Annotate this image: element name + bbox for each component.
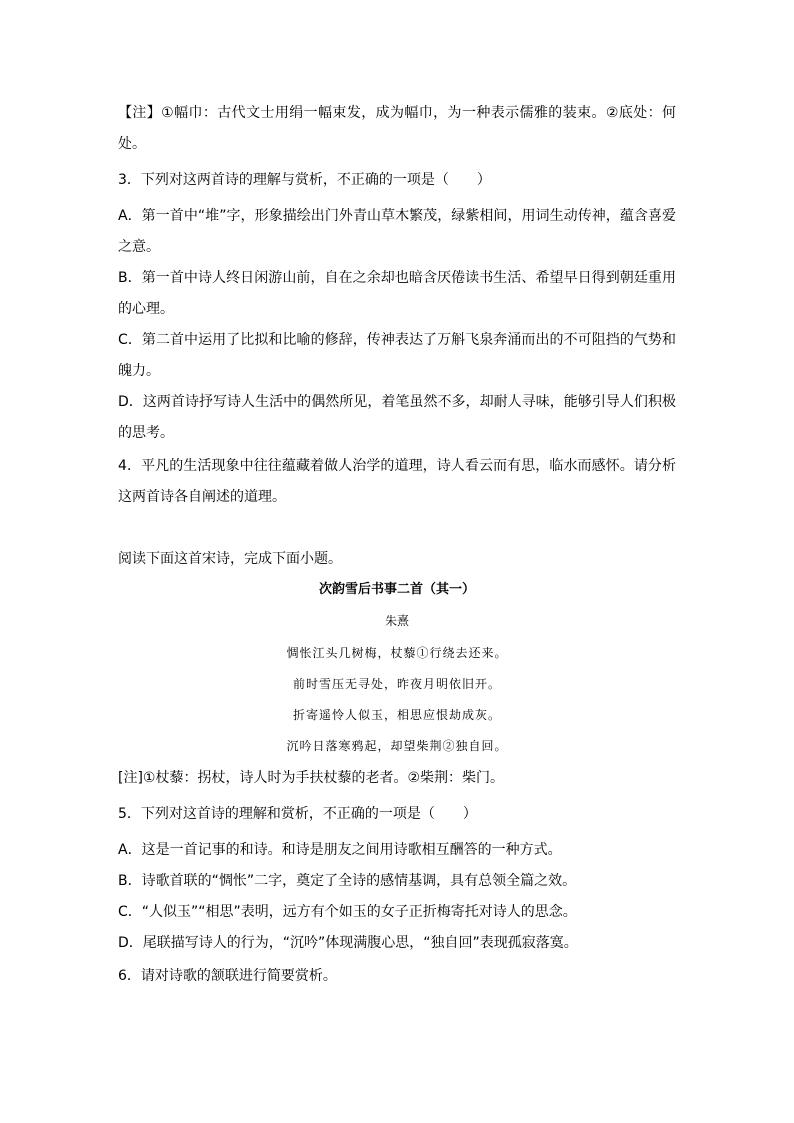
question-3-option-d: D．这两首诗抒写诗人生活中的偶然所见，着笔虽然不多，却耐人寻味，能够引导人们积极 xyxy=(118,394,676,410)
question-6: 6．请对诗歌的颔联进行简要赏析。 xyxy=(118,968,337,984)
reading-intro: 阅读下面这首宋诗，完成下面小题。 xyxy=(118,551,342,567)
poem-line-2: 前时雪压无寻处，昨夜月明依旧开。 xyxy=(292,677,501,691)
question-3-option-b: B．第一首中诗人终日闲游山前，自在之余却也暗含厌倦读书生活、希望早日得到朝廷重用 xyxy=(118,270,676,286)
question-3-stem: 3．下列对这两首诗的理解与赏析，不正确的一项是（ ） xyxy=(118,172,491,188)
question-5-option-b: B．诗歌首联的“惆怅”二字，奠定了全诗的感情基调，具有总领全篇之效。 xyxy=(118,873,577,889)
question-4-line-1: 4．平凡的生活现象中往往蕴藏着做人治学的道理，诗人看云而有思，临水而感怀。请分析 xyxy=(118,458,676,474)
note-line-1: 【注】①幅巾：古代文士用绢一幅束发，成为幅巾，为一种表示儒雅的装束。②底处：何 xyxy=(118,105,676,121)
poem-author: 朱熹 xyxy=(384,614,409,628)
question-3-option-a-cont: 之意。 xyxy=(118,239,160,255)
poem-line-1: 惆怅江头几树梅，杖藜①行绕去还来。 xyxy=(286,646,508,660)
question-3-option-c-cont: 魄力。 xyxy=(118,363,160,379)
question-3-option-d-cont: 的思考。 xyxy=(118,425,174,441)
poem-title: 次韵雪后书事二首（其一） xyxy=(318,582,475,597)
poem-line-3: 折寄遥怜人似玉，相思应恨劫成灰。 xyxy=(292,708,501,722)
question-3-option-c: C．第二首中运用了比拟和比喻的修辞，传神表达了万斛飞泉奔涌而出的不可阻挡的气势和 xyxy=(118,332,676,348)
question-5-option-c: C．“人似玉”“相思”表明，远方有个如玉的女子正折梅寄托对诗人的思念。 xyxy=(118,904,577,920)
question-5-stem: 5．下列对这首诗的理解和赏析，不正确的一项是（ ） xyxy=(118,806,477,822)
poem-line-4: 沉吟日落寒鸦起，却望柴荆②独自回。 xyxy=(286,739,508,753)
question-4-line-2: 这两首诗各自阐述的道理。 xyxy=(118,489,286,505)
question-5-option-d: D．尾联描写诗人的行为，“沉吟”体现满腹心思，“独自回”表现孤寂落寞。 xyxy=(118,935,578,951)
question-3-option-a: A．第一首中“堆”字，形象描绘出门外青山草木繁茂，绿紫相间，用词生动传神，蕴含喜爱 xyxy=(118,208,676,224)
note-line-2: 处。 xyxy=(118,136,146,152)
question-3-option-b-cont: 的心理。 xyxy=(118,301,174,317)
question-5-option-a: A．这是一首记事的和诗。和诗是朋友之间用诗歌相互酬答的一种方式。 xyxy=(118,842,562,858)
poem-annotation: [注]①杖藜：拐杖，诗人时为手扶杖藜的老者。②柴荆：柴门。 xyxy=(118,770,505,786)
